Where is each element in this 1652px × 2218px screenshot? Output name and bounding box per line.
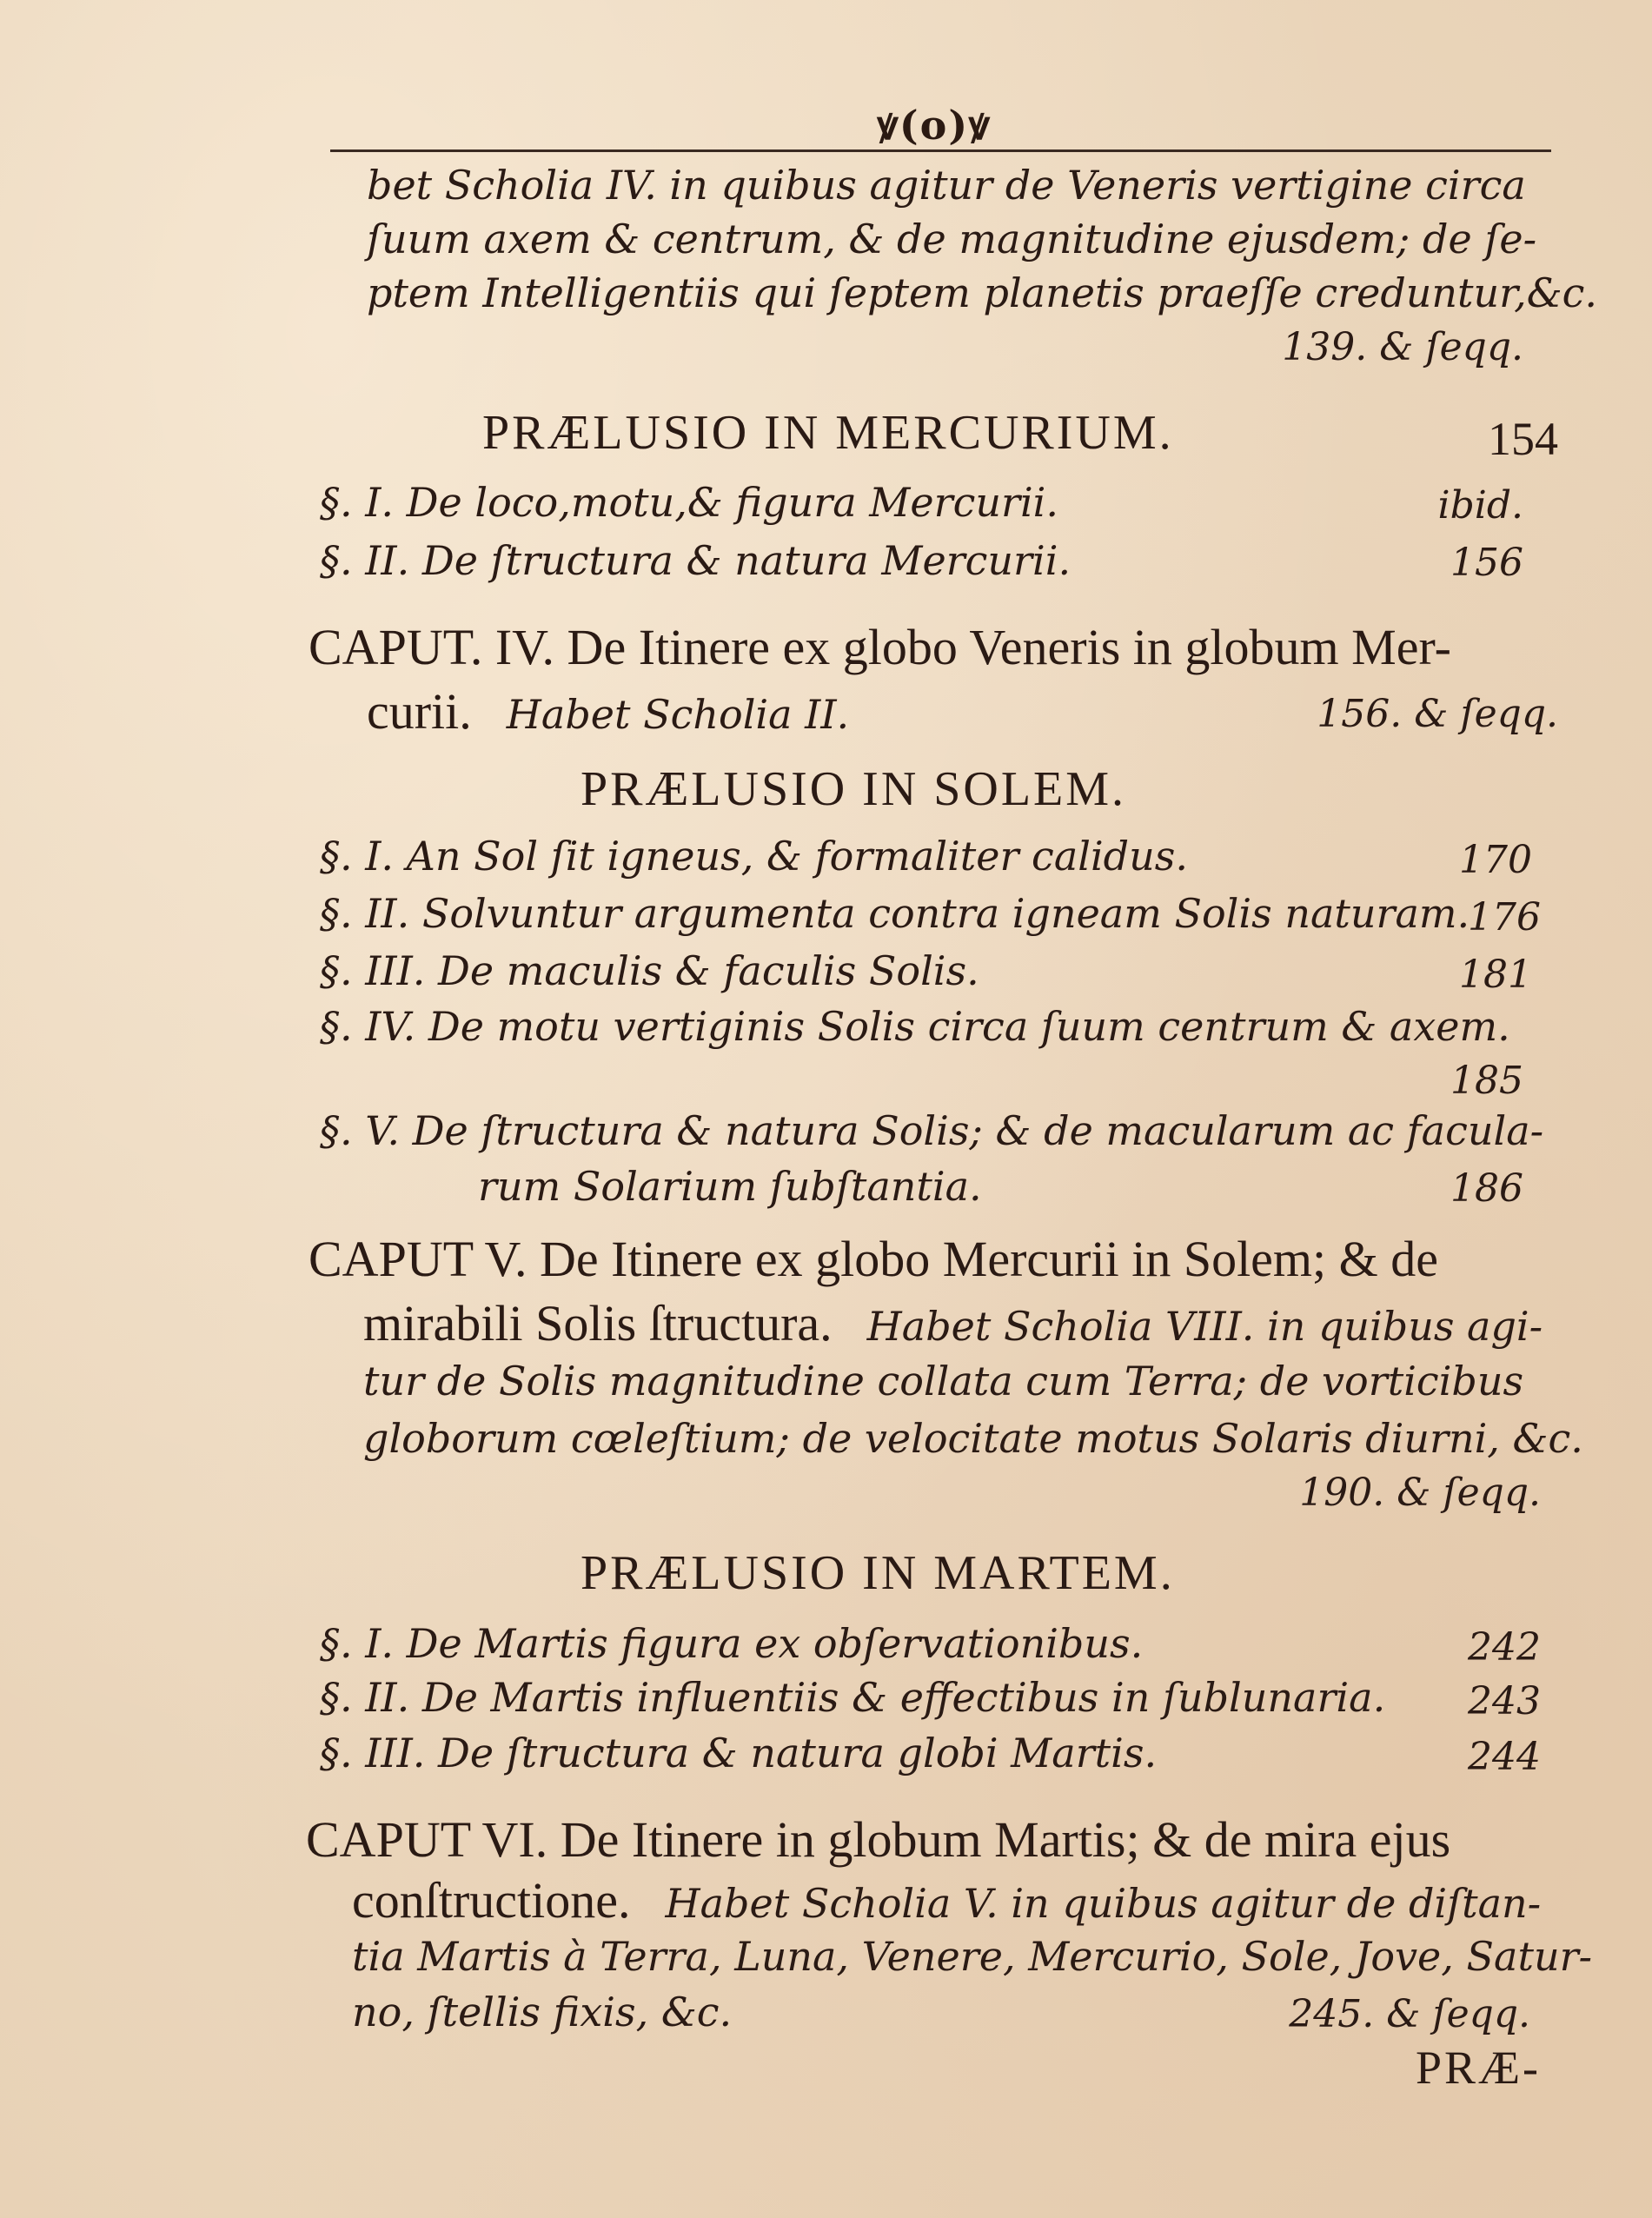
- page-reference: 181: [1459, 953, 1532, 997]
- section-heading: PRÆLUSIO IN SOLEM.: [581, 762, 1127, 816]
- page-reference: 156: [1450, 541, 1523, 585]
- chapter-entry-continuation: [363, 1295, 1543, 1351]
- page-reference: 244: [1468, 1735, 1541, 1779]
- paragraph-entry: §. II. Solvuntur argumenta contra igneam Solis naturam.: [320, 890, 1470, 937]
- paragraph-entry-continuation: rum Solarium ſubſtantia.: [478, 1163, 982, 1210]
- page-reference: 186: [1450, 1166, 1523, 1211]
- paragraph-entry: §. II. De ſtructura & natura Mercurii.: [320, 537, 1071, 584]
- chapter-entry-italic: Habet Scholia VIII. in quibus agi-: [866, 1303, 1543, 1350]
- chapter-entry: CAPUT V. De Itinere ex globo Mercurii in Solem; & de: [309, 1231, 1439, 1287]
- page-reference: 190. & ſeqq.: [1299, 1471, 1541, 1515]
- paragraph-entry: §. III. De ſtructura & natura globi Martis.: [320, 1730, 1158, 1776]
- section-heading: PRÆLUSIO IN MARTEM.: [581, 1546, 1175, 1600]
- chapter-entry: CAPUT. IV. De Itinere ex globo Veneris in globum Mer-: [309, 619, 1451, 675]
- paragraph-entry: §. I. An Sol ſit igneus, & formaliter calidus.: [320, 833, 1188, 880]
- page-reference: 176: [1468, 895, 1541, 940]
- section-heading: PRÆLUSIO IN MERCURIUM.: [482, 406, 1174, 460]
- chapter-entry-italic: Habet Scholia V. in quibus agitur de diſtan-: [665, 1880, 1542, 1927]
- paragraph-entry: §. V. De ſtructura & natura Solis; & de macularum ac facula-: [320, 1107, 1544, 1154]
- catchword: PRÆ-: [1415, 2042, 1541, 2094]
- page-reference: 154: [1488, 413, 1558, 465]
- page-reference: 242: [1468, 1625, 1541, 1670]
- chapter-entry-continuation: [367, 683, 850, 740]
- paragraph-entry: §. I. De loco,motu,& figura Mercurii.: [320, 479, 1059, 526]
- chapter-entry: CAPUT VI. De Itinere in globum Martis; & de mira ejus: [306, 1811, 1451, 1868]
- chapter-entry-roman: curii.: [367, 683, 472, 740]
- page-reference: 139. & ſeqq.: [1282, 325, 1523, 369]
- entry-line: ſuum axem & centrum, & de magnitudine ejusdem; de ſe-: [367, 216, 1537, 262]
- chapter-entry-roman: mirabili Solis ſtructura.: [363, 1295, 833, 1351]
- chapter-entry-continuation: tur de Solis magnitudine collata cum Terra; de vorticibus: [363, 1358, 1524, 1405]
- paragraph-entry: §. II. De Martis influentiis & effectibus in ſublunaria.: [320, 1674, 1386, 1721]
- header-ornament: ꝟ(o)ꝟ: [877, 102, 992, 149]
- chapter-entry-roman: conſtructione.: [352, 1872, 631, 1929]
- chapter-entry-continuation: globorum cœleſtium; de velocitate motus Solaris diurni, &c.: [363, 1415, 1583, 1462]
- chapter-entry-continuation: no, ſtellis fixis, &c.: [352, 1989, 733, 2035]
- chapter-entry-continuation: [352, 1872, 1542, 1929]
- page-reference: 245. & ſeqq.: [1289, 1992, 1530, 2036]
- page-reference: 156. & ſeqq.: [1317, 692, 1558, 736]
- page-reference: 170: [1459, 838, 1532, 882]
- chapter-entry-continuation: tia Martis à Terra, Luna, Venere, Mercurio, Sole, Jove, Satur-: [352, 1933, 1593, 1980]
- page-reference: 243: [1468, 1679, 1541, 1723]
- page-reference: 185: [1450, 1059, 1523, 1103]
- header-rule: [330, 149, 1551, 152]
- page-reference: ibid.: [1437, 483, 1523, 528]
- entry-line: ptem Intelligentiis qui ſeptem planetis praeſſe creduntur,&c.: [367, 269, 1598, 316]
- chapter-entry-italic: Habet Scholia II.: [506, 691, 850, 738]
- paragraph-entry: §. I. De Martis figura ex obſervationibus.: [320, 1620, 1144, 1667]
- paragraph-entry: §. IV. De motu vertiginis Solis circa ſuum centrum & axem.: [320, 1003, 1510, 1050]
- entry-line: bet Scholia IV. in quibus agitur de Veneris vertigine circa: [367, 162, 1526, 209]
- paragraph-entry: §. III. De maculis & faculis Solis.: [320, 947, 979, 994]
